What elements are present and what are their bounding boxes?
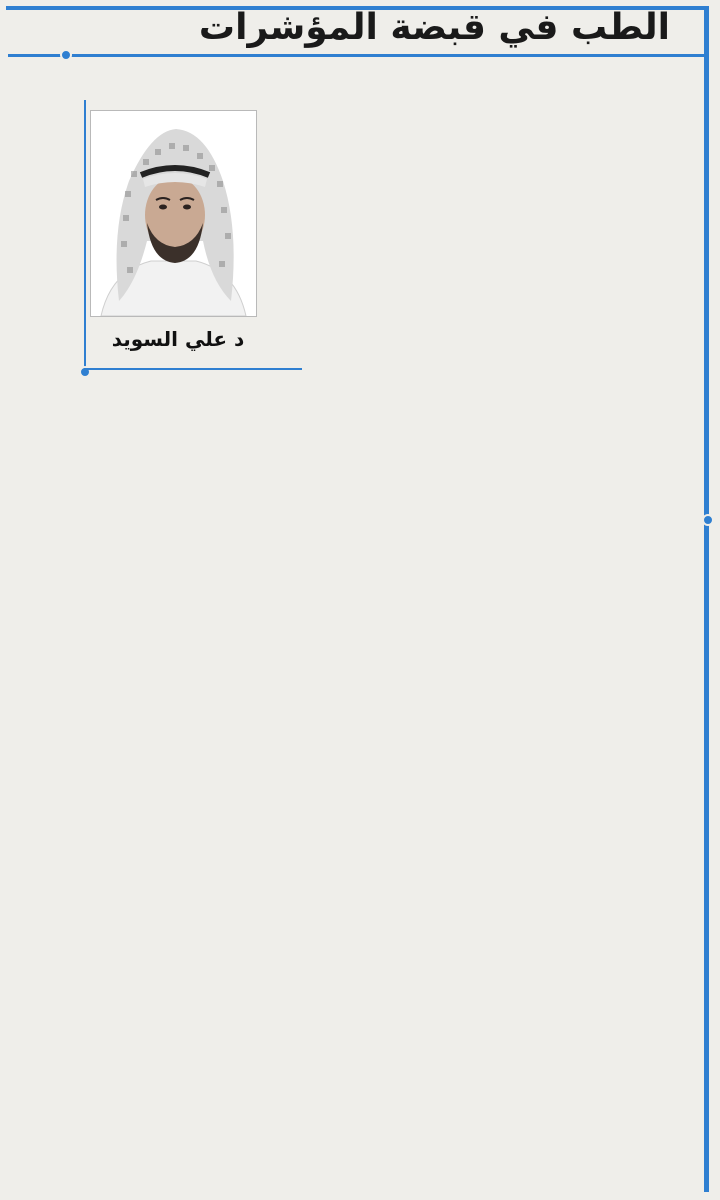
author-portrait-image [91, 111, 256, 316]
author-underline [84, 368, 302, 370]
author-name: د علي السويد [111, 327, 245, 351]
title-underline [8, 54, 708, 57]
photo-column-rule [84, 100, 86, 370]
author-photo [90, 110, 257, 317]
frame-right-border [704, 6, 709, 1192]
article-title: الطب في قبضة المؤشرات [198, 7, 670, 48]
title-rule-bullet [60, 49, 72, 61]
frame-right-bullet [702, 514, 714, 526]
